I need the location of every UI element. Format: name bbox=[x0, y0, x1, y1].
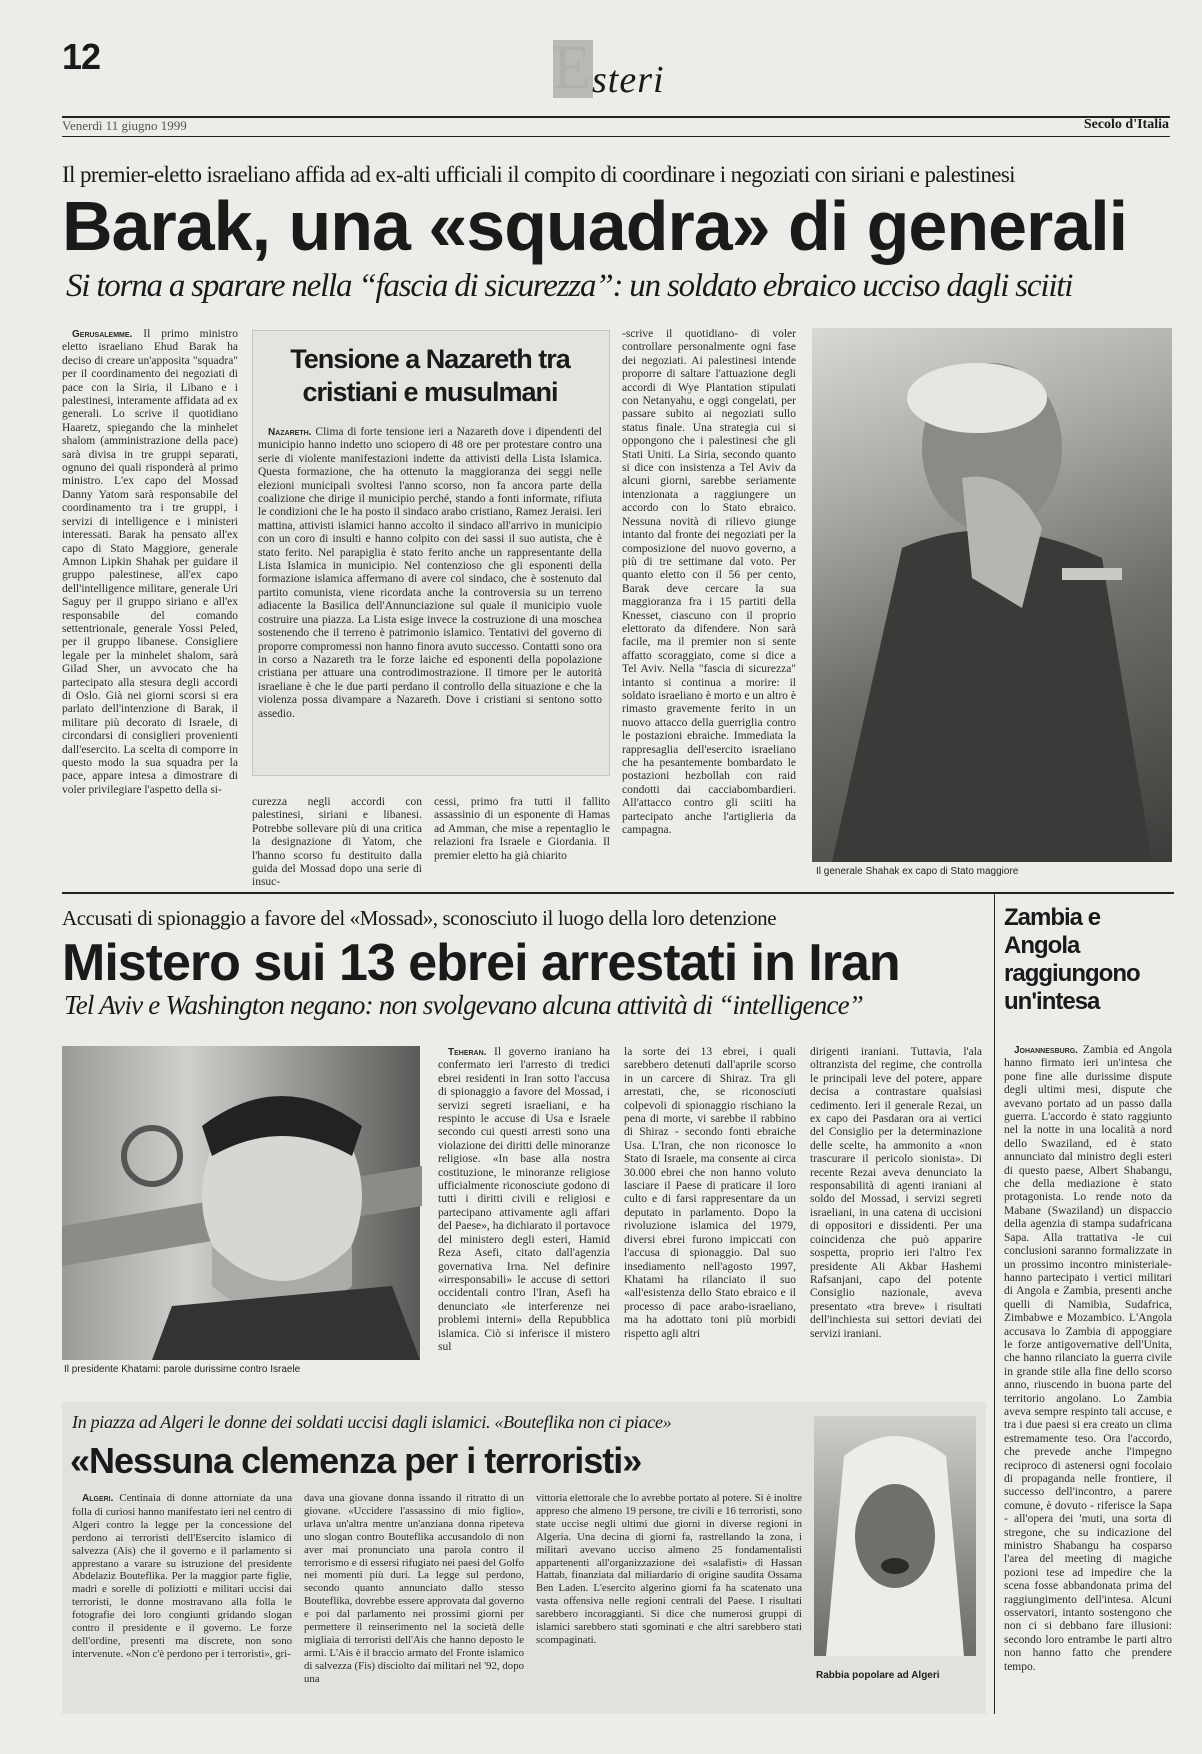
story2-col3-text: dirigenti iraniani. Tuttavia, l'ala oltranzista del regime, che controlla le principali leve del potere, appare decisa a contrastare qualsiasi cedimento. Ieri il generale Rezai, un ex capo dei Pasdaran ora ai vertici del Consiglio per la determinazione delle scelte, ha ammonito a «non trascurare il pericolo sionista». Di recente Rezai aveva denunciato la responsabilità di agenti iraniani al soldo del Mossad, i servizi segreti israeliani, in una catena di uccisioni di oppositori e dissidenti. Per una coincidenza che può apparire sospetta, proprio ieri l'altro l'ex presidente Ali Akbar Hashemi Rafsanjani, capo del potente Consiglio nazionale, aveva presentato «tra breve» i risultati dell'inchiesta sui settori deviati dei servizi iraniani. bbox=[810, 1046, 982, 1340]
zambia-text: Zambia ed Angola hanno firmato ieri un'intesa che pone fine alle durissime dispute degli ultimi mesi, dispute che avevano portato ad un passo dalla guerra. L'accordo è stato raggiunto nel la notte in una località a nord dello Swaziland, ed è stato annunciato dal ministro degli esteri di questo paese, Albert Shabangu, che della mediazione è stato protagonista. Lo rende noto da Mabane (Swaziland) un dispaccio della agenzia di stampa sudafricana Sapa. Alla trattativa -le cui conclusioni saranno formalizzate in un prossimo incontro ministeriale- hanno partecipato i vertici militari di Angola e Zambia, presenti anche quelli di Namibia, Sudafrica, Zimbabwe e Mozambico. L'Angola accusava lo Zambia di appoggiare le forze antigovernative dell'Unita, che hanno rilanciato la guerra civile in grande stile alla fine dello scorso anno, riuscendo in buona parte del territorio angolano. Lo Zambia aveva sempre respinto tali accuse, e tra i due paesi si era creato un clima estremamente teso. Ora l'accordo, che prevede anche l'impegno reciproco di astenersi ogni focolaio di propaganda nelle frontiere, il successo dell'incontro, a parere comune, è dovuto - riferisce la Sapa - all'opera dei 'muti, una sorta di stregone, che su indicazione del ministro Shabangu ha cosparso l'area del meeting di magiche pozioni tese ad impedire che la scena fosse abbandonata prima del raggiungimento dell'intesa. Alcuni osservatori, intanto sostengono che non ci si debbano fare illusioni: secondo loro entrambe le parti altro non hanno fatto che prendere tempo. bbox=[1004, 1044, 1173, 1673]
story2-subhead: Tel Aviv e Washington negano: non svolgevano alcuna attività di “intelligence” bbox=[64, 990, 864, 1020]
story1-col4-text: -scrive il quotidiano- di voler controllare personalmente ogni fase dei negoziati. Ai palestinesi intende proporre di saltare l'attuazione degli accordi di Wye Plantation stipulati con Netanyahu, e oggi congelati, per passare subito ai negoziati sullo status finale. Una strategia cui si oppongono che i palestinesi che gli Stati Uniti. La Siria, secondo quanto si dice con insistenza a Tel Aviv da alcuni giorni, sarebbe seriamente intenzionata a raggiungere un accordo con lo Stato ebraico. Nessuna novità di rilievo giunge intanto dal fronte dei negoziati per la composizione del nuovo governo, a più di tre settimane dal voto. Per quanto eletto con il 56 per cento, Barak deve cercare la sua maggioranza fra i 15 partiti della Knesset, ciascuno con il proprio elettorato da difendere. Non sarà facile, ma il premier non si sente affatto scoraggiato, come si dice a Tel Aviv. Nella "fascia di sicurezza" intanto si continua a morire: il soldato israeliano è morto e un altro è rimasto gravemente ferito in un nuovo attacco della guerriglia contro le postazioni ebraiche. Immediata la rappresaglia dell'esercito israeliano che ha pesantemente bombardato le postazioni hezbollah con raid condotti dai cacciabombardieri. All'attacco contro gli sciiti ha partecipato anche l'artiglieria da campagna. bbox=[622, 328, 796, 837]
nazareth-dateline: Nazareth. bbox=[268, 427, 312, 438]
zambia-column bbox=[1004, 1044, 1172, 1694]
nazareth-headline: Tensione a Nazareth tra cristiani e musulmani bbox=[290, 344, 570, 407]
shahak-photo bbox=[812, 328, 1172, 862]
header-rule-bottom bbox=[62, 136, 1170, 137]
khatami-photo bbox=[62, 1046, 420, 1360]
story2-col2-text: la sorte dei 13 ebrei, i quali sarebbero detenuti dall'aprile scorso in un carcere di Shiraz. Tra gli arrestati, che, se riconosciuti colpevoli di spionaggio rischiano la pena di morte, vi sarebbe il rabbino di Shiraz - secondo fonti ebraiche Usa. L'Iran, che non riconosce lo Stato di Israele, ma consente ai circa 30.000 ebrei che non hanno voluto lasciare il Paese di praticare il loro culto e di farsi rappresentare da un deputato in parlamento. Dopo la rivoluzione islamica del 1979, diversi ebrei furono impiccati con l'accusa di spionaggio. Dal suo insediamento nell'agosto 1997, Khatami ha rilanciato il suo «all'esistenza dello Stato ebraico e il processo di pace arabo-israeliano, ma ha adottato toni più morbidi rispetto agli altri bbox=[624, 1046, 796, 1340]
zambia-dateline: Johannesburg. bbox=[1014, 1045, 1078, 1056]
issue-date: Venerdì 11 giugno 1999 bbox=[62, 118, 187, 133]
story2-col1 bbox=[438, 1046, 610, 1376]
story1-subhead: Si torna a sparare nella “fascia di sicurezza”: un soldato ebraico ucciso dagli sciiti bbox=[66, 268, 1073, 304]
story2-kicker: Accusati di spionaggio a favore del «Mossad», sconosciuto il luogo della loro detenzione bbox=[62, 906, 777, 930]
story3-col2 bbox=[304, 1492, 524, 1708]
section-name: steri bbox=[592, 59, 665, 101]
story2-col2 bbox=[624, 1046, 796, 1376]
story1-dateline: Gerusalemme. bbox=[72, 329, 133, 340]
story2-headline: Mistero sui 13 ebrei arrestati in Iran bbox=[62, 934, 900, 992]
section-initial: E bbox=[553, 34, 591, 102]
story1-col1 bbox=[62, 328, 238, 881]
story2-dateline: Teheran. bbox=[448, 1047, 487, 1058]
story3-kicker: In piazza ad Algeri le donne dei soldati uccisi dagli islamici. «Bouteflika non ci piace» bbox=[72, 1412, 672, 1432]
zambia-vertical-rule bbox=[994, 894, 995, 1714]
story2-col3 bbox=[810, 1046, 982, 1376]
story3-col1 bbox=[72, 1492, 292, 1708]
story3-headline: «Nessuna clemenza per i terroristi» bbox=[70, 1440, 642, 1481]
story1-col2-text: curezza negli accordi con palestinesi, siriani e libanesi. Potrebbe sollevare più di una critica la designazione di Yatom, che l'hanno scorso fu destituito dalla guida del Mossad dopo una serie di insuc- bbox=[252, 796, 422, 889]
shahak-photo-figure bbox=[812, 328, 1172, 862]
khatami-caption: Il presidente Khatami: parole durissime contro Israele bbox=[64, 1364, 301, 1375]
algeri-photo-figure bbox=[814, 1416, 976, 1656]
khatami-photo-figure bbox=[62, 1046, 420, 1360]
nazareth-text-block bbox=[258, 426, 602, 768]
story1-col4 bbox=[622, 328, 796, 881]
page-number: 12 bbox=[62, 36, 101, 77]
algeri-photo bbox=[814, 1416, 976, 1656]
story1-col3-text: cessi, primo fra tutti il fallito assassinio di un esponente di Hamas ad Amman, che mise a repentaglio le relazioni fra Israele e Giordania. Il premier eletto ha già chiarito bbox=[434, 796, 610, 862]
story2-col1-text: Il governo iraniano ha confermato ieri l'arresto di tredici ebrei residenti in Iran sotto l'accusa di spionaggio a favore del Mossad, i servizi segreti israeliani, e ha respinto le accuse di Usa e Israele secondo cui questi arresti sono una violazione dei diritti delle minoranze religiose. «In base alla nostra costituzione, le minoranze religiose ufficialmente riconosciute godono di tutti i diritti civili e religiosi e partecipano attivamente agli affari del Paese», ha dichiarato il portavoce del ministero degli esteri, Hamid Reza Asefi, citato dall'agenzia governativa Irna. Nel definire «irresponsabili» le accuse di settori occidentali contro l'Iran, Asefi ha denunciato «le interferenze nei problemi interni» della Repubblica islamica. Ciò si inferisce il mistero sul bbox=[438, 1046, 610, 1353]
publication-name: Secolo d'Italia bbox=[1083, 117, 1169, 132]
story1-kicker: Il premier-eletto israeliano affida ad ex-alti ufficiali il compito di coordinare i negoziati con siriani e palestinesi bbox=[62, 162, 1015, 187]
story1-headline: Barak, una «squadra» di generali bbox=[62, 187, 1128, 265]
story1-col2 bbox=[252, 796, 422, 889]
story1-col3 bbox=[434, 796, 610, 881]
story3-dateline: Algeri. bbox=[82, 1493, 114, 1504]
header-rule bbox=[62, 116, 1170, 118]
zambia-headline: Zambia e Angola raggiungono un'intesa bbox=[1004, 904, 1140, 1015]
nazareth-text: Clima di forte tensione ieri a Nazareth dove i dipendenti del municipio hanno indetto uno sciopero di 48 ore per protestare contro una serie di violente manifestazioni indette da attivisti della Lista Islamica. Questa formazione, che ha ottenuto la maggioranza dei seggi nelle elezioni municipali svoltesi l'anno scorso, non fa ancora parte della coalizione che dirige il municipio perché, stando a fonti informate, rifiuta le condizioni che le ha posto il sindaco arabo cristiano, Ramez Jeraisi. Ieri mattina, attivisti islamici hanno accolto il sindaco all'arrivo in municipio con un coro di insulti e hanno colpito con dei sassi il suo autista, che è stato ferito. Nel parapiglia è stato ferito anche un rappresentante della Lista Islamica in municipio. Nel contenzioso che gli esponenti della formazione islamica affermano di avere col sindaco, che è sostenuto dal partito comunista, viene ricordata anche la controversia su un terreno adiacente la Basilica dell'Annunciazione sul quale il municipio vuole costruire una piazza. La Lista esige invece la costruzione di una moschea sostenendo che il terreno è patrimonio islamico. Tentativi del governo di proporre compromessi non hanno finora avuto successo. Contatti sono ora in corso a Nazareth tra le forze laiche ed esponenti della popolazione cristiana per attuare una controdimostrazione. Il timore per le autorità israeliane è che le due parti perdano il controllo della situazione e che la violenza possa divampare a Nazareth. Dove i cristiani si sentono sotto assedio. bbox=[258, 426, 603, 720]
shahak-caption: Il generale Shahak ex capo di Stato maggiore bbox=[816, 866, 1019, 877]
story1-col1-text: Il primo ministro eletto israeliano Ehud Barak ha deciso di creare un'apposita "squadra" per il coordinamento dei negoziati di pace con la Siria, il Libano e i palestinesi, interamente affidata ad ex generali. Lo scrive il quotidiano Haaretz, spiegando che la minhelet shalom (amministrazione della pace) sarà divisa in tre gruppi separati, ognuno dei quali risponderà al primo ministro. L'ex capo del Mossad Danny Yatom sarà responsabile del coordinamento tra i tre gruppi, i servizi di intelligence e i ministeri interessati. Barak ha pensato all'ex capo di Stato Maggiore, generale Amnon Lipkin Shahak per guidare il gruppo palestinese, all'ex capo dell'intelligence militare, generale Uri Saguy per il gruppo siriano e all'ex responsabile del comando settentrionale, generale Yossi Peled, per il gruppo libanese. Consigliere legale per la minhelet shalom, sarà Gilad Sher, un avvocato che ha partecipato alla stesura degli accordi di Oslo. Già nei giorni scorsi si era parlato dell'intenzione di Barak, il militare più decorato di Israele, di circondarsi di consiglieri provenienti dall'esercito. La scelta di comporre in questo modo la sua squadra per la pace, appare intesa a dimostrare di voler privilegiare l'aspetto della si- bbox=[62, 328, 238, 796]
section-divider-1 bbox=[62, 892, 1174, 894]
story3-col2-text: dava una giovane donna issando il ritratto di un giovane. «Uccidere l'assassino di mio figlio», urlava un'altra mentre un'anziana donna ripeteva uno slogan contro Bouteflika accusandolo di non aver mai pronunciato una parola contro il terrorismo e di essersi rifugiato nei paesi del Golfo nei momenti più duri. La legge sul perdono, secondo quanto annunciato dallo stesso Bouteflika, dovrebbe essere approvata dal governo e poi dal parlamento nei prossimi giorni per permettere il reinserimento nel la società delle migliaia di terroristi dell'Ais che hanno deposto le armi. L'Ais è il braccio armato del Fronte islamico di salvezza (Fis) disciolto dai militari nel '92, dopo una bbox=[304, 1492, 524, 1685]
story3-col1-text: Centinaia di donne attorniate da una folla di curiosi hanno manifestato ieri nel centro di Algeri contro la legge per la concessione del perdono ai terroristi dell'Esercito islamico di salvezza (Ais) che il governo e il parlamento si apprestano a varare su istruzione del presidente Abdelaziz Bouteflika. Per la maggior parte figlie, madri e sorelle di poliziotti e militari uccisi dai terroristi, le donne mostravano alla folla le fotografie dei loro congiunti gridando slogan contro il presidente e il governo. Le forze dell'ordine, presenti ma discrete, non sono intervenute. «Non c'è perdono per i terroristi», gri- bbox=[72, 1492, 292, 1660]
algeri-caption: Rabbia popolare ad Algeri bbox=[816, 1670, 940, 1681]
story3-col3-text: vittoria elettorale che lo avrebbe portato al potere. Si è inoltre appreso che almeno 19 persone, tre civili e 16 terroristi, sono state uccise negli ultimi due giorni in diverse regioni in Algeria. Una decina di giorni fa, rastrellando la zona, i militari avevano ucciso almeno 25 fondamentalisti appartenenti all'organizzazione dei «salafisti» di Hassan Hattab, finanziata dal miliardario di origine saudita Ossama Ben Laden. L'esercito algerino giorni fa ha scatenato una vasta offensiva nelle regioni centrali del Paese. I risultati sarebbero incoraggianti. Si dice che numerosi gruppi di islamici sarebbero stati sgominati e che altri sarebbero stati scompaginati. bbox=[536, 1492, 802, 1646]
story3-col3 bbox=[536, 1492, 802, 1708]
